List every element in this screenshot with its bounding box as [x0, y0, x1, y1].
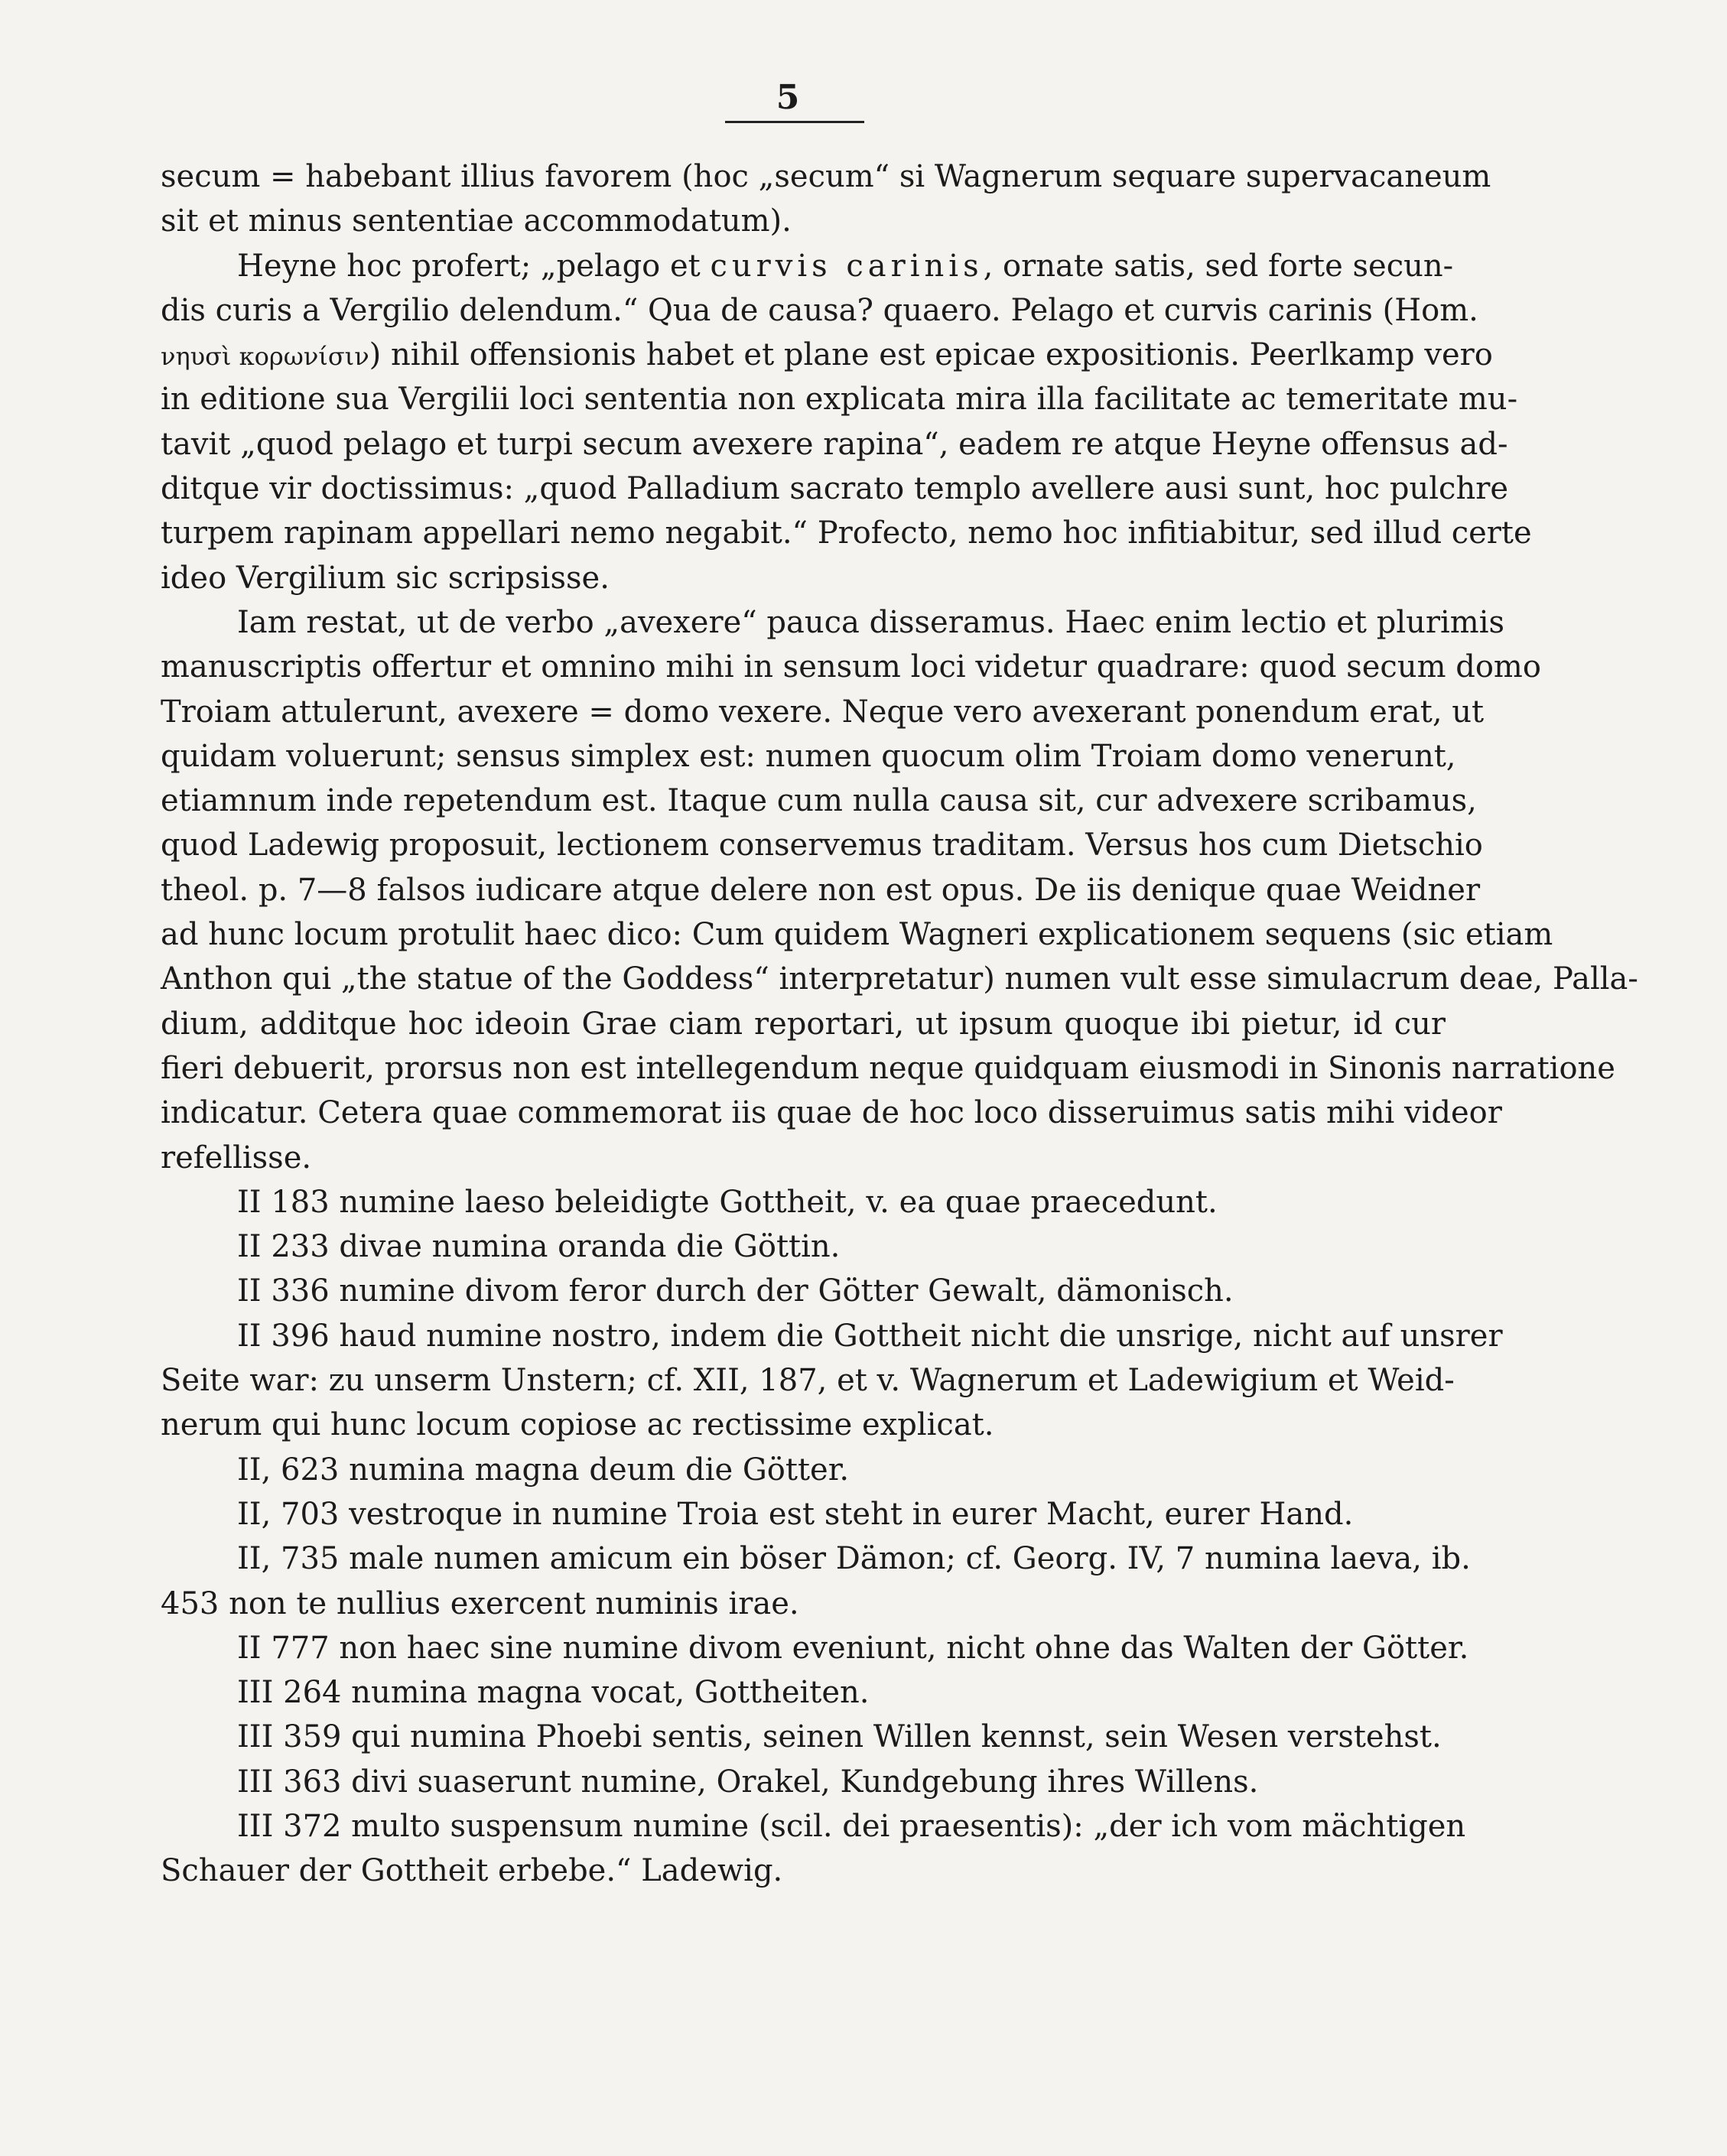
text-line: Troiam attulerunt, avexere = domo vexere. Neque vero avexerant ponendum erat, ut — [161, 694, 1485, 730]
entry-line: II, 703 vestroque in numine Troia est steht in eurer Macht, eurer Hand. — [237, 1496, 1354, 1532]
entry-line: II 777 non haec sine numine divom eveniunt, nicht ohne das Walten der Götter. — [237, 1630, 1469, 1666]
entry-line: III 372 multo suspensum numine (scil. dei praesentis): „der ich vom mächtigen — [237, 1808, 1466, 1844]
text-line — [161, 333, 1493, 377]
spaced-emphasis: curvis carinis — [710, 248, 984, 284]
text-line: refellisse. — [161, 1140, 312, 1176]
text-line: manuscriptis offertur et omnino mihi in sensum loci videtur quadrare: quod secum domo — [161, 649, 1541, 685]
text-line: turpem rapinam appellari nemo negabit.“ Profecto, nemo hoc infitiabitur, sed illud certe — [161, 515, 1532, 551]
text-line: ideo Vergilium sic scripsisse. — [161, 560, 610, 596]
text-line: etiamnum inde repetendum est. Itaque cum nulla causa sit, cur advexere scribamus, — [161, 783, 1477, 819]
text-line: dium, additque hoc ideoin Grae ciam reportari, ut ipsum quoque ibi pietur, id cur — [161, 1006, 1446, 1042]
entry-line: II 233 divae numina oranda die Göttin. — [237, 1229, 841, 1265]
text-span: , ornate satis, sed forte secun- — [983, 248, 1454, 284]
entry-line: II 336 numine divom feror durch der Götter Gewalt, dämonisch. — [237, 1273, 1234, 1309]
text-span: Heyne hoc profert; „pelago et — [237, 248, 711, 284]
text-line: fieri debuerit, prorsus non est intellegendum neque quidquam eiusmodi in Sinonis narratione — [161, 1050, 1615, 1086]
text-line: quod Ladewig proposuit, lectionem conservemus traditam. Versus hos cum Dietschio — [161, 828, 1483, 863]
text-line — [161, 244, 1454, 288]
text-line: indicatur. Cetera quae commemorat iis quae de hoc loco disseruimus satis mihi videor — [161, 1095, 1502, 1131]
greek-quote: νηυσὶ κορωνίσιν — [161, 342, 369, 372]
entry-line: II, 735 male numen amicum ein böser Dämon; cf. Georg. IV, 7 numina laeva, ib. — [237, 1541, 1471, 1577]
text-span: ) nihil offensionis habet et plane est epicae expositionis. Peerlkamp vero — [369, 337, 1493, 373]
text-line: ditque vir doctissimus: „quod Palladium sacrato templo avellere ausi sunt, hoc pulchre — [161, 471, 1509, 507]
page-number: 5 — [776, 78, 800, 117]
text-line: theol. p. 7—8 falsos iudicare atque delere non est opus. De iis denique quae Weidner — [161, 872, 1481, 908]
entry-line: 453 non te nullius exercent numinis irae. — [161, 1585, 799, 1621]
entry-line: II, 623 numina magna deum die Götter. — [237, 1452, 850, 1488]
text-line: Iam restat, ut de verbo „avexere“ pauca disseramus. Haec enim lectio et plurimis — [237, 604, 1505, 640]
text-line: sit et minus sententiae accommodatum). — [161, 203, 792, 239]
text-line: ad hunc locum protulit haec dico: Cum quidem Wagneri explicationem sequens (sic etiam — [161, 917, 1553, 953]
text-line: tavit „quod pelago et turpi secum avexere rapina“, eadem re atque Heyne offensus ad- — [161, 426, 1508, 462]
entry-line: III 363 divi suaserunt numine, Orakel, Kundgebung ihres Willens. — [237, 1764, 1259, 1800]
text-line: in editione sua Vergilii loci sententia non explicata mira illa facilitate ac temeritate mu- — [161, 382, 1518, 418]
body-text — [161, 154, 1638, 1894]
entry-line: III 264 numina magna vocat, Gottheiten. — [237, 1675, 870, 1711]
entry-line: II 183 numine laeso beleidigte Gottheit, v. ea quae praecedunt. — [237, 1184, 1218, 1220]
entry-line: II 396 haud numine nostro, indem die Gottheit nicht die unsrige, nicht auf unsrer — [237, 1318, 1503, 1354]
entry-line: Seite war: zu unserm Unstern; cf. XII, 187, et v. Wagnerum et Ladewigium et Weid- — [161, 1363, 1455, 1399]
entry-line: nerum qui hunc locum copiose ac rectissime explicat. — [161, 1407, 994, 1443]
text-line: secum = habebant illius favorem (hoc „secum“ si Wagnerum sequare supervacaneum — [161, 159, 1491, 194]
text-line: dis curis a Vergilio delendum.“ Qua de causa? quaero. Pelago et curvis carinis (Hom. — [161, 292, 1478, 328]
text-line: quidam voluerunt; sensus simplex est: numen quocum olim Troiam domo venerunt, — [161, 738, 1456, 774]
text-line: Anthon qui „the statue of the Goddess“ interpretatur) numen vult esse simulacrum deae, Palla- — [161, 961, 1638, 997]
page-number-rule — [725, 121, 864, 123]
entry-line: III 359 qui numina Phoebi sentis, seinen Willen kennst, sein Wesen verstehst. — [237, 1719, 1442, 1755]
entry-line: Schauer der Gottheit erbebe.“ Ladewig. — [161, 1853, 783, 1889]
